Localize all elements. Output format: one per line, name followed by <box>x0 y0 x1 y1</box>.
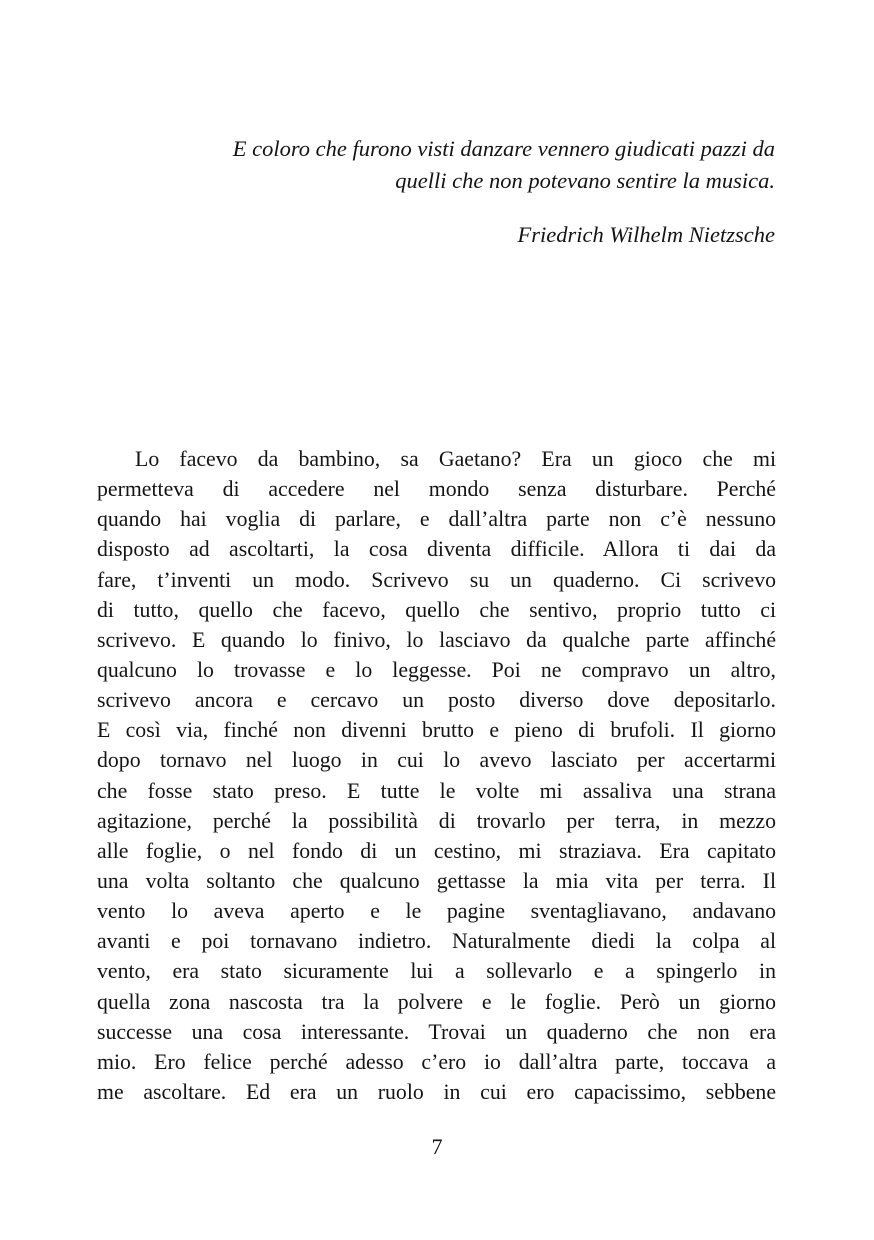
text-line: dopo tornavo nel luogo in cui lo avevo lasciato per accertarmi <box>97 748 776 773</box>
epigraph-line: E coloro che furono visti danzare vennero giudicati pazzi da <box>232 136 775 161</box>
text-line: una volta soltanto che qualcuno gettasse la mia vita per terra. Il <box>97 868 776 893</box>
text-line: vento lo aveva aperto e le pagine sventagliavano, andavano <box>97 899 776 924</box>
text-line: permetteva di accedere nel mondo senza disturbare. Perché <box>97 477 776 502</box>
text-line: scrivevo. E quando lo finivo, lo lasciavo da qualche parte affinché <box>97 627 776 652</box>
text-line: che fosse stato preso. E tutte le volte mi assaliva una strana <box>97 778 776 803</box>
text-line: mio. Ero felice perché adesso c’ero io dall’altra parte, toccava a <box>97 1049 776 1074</box>
body-paragraph <box>97 444 776 1107</box>
text-line: Lo facevo da bambino, sa Gaetano? Era un gioco che mi <box>135 447 776 471</box>
text-line: di tutto, quello che facevo, quello che sentivo, proprio tutto ci <box>97 597 776 622</box>
text-line: quella zona nascosta tra la polvere e le foglie. Però un giorno <box>97 989 776 1014</box>
epigraph-attribution: Friedrich Wilhelm Nietzsche <box>517 222 775 247</box>
text-line: me ascoltare. Ed era un ruolo in cui ero capacissimo, sebbene <box>97 1079 776 1104</box>
text-line: avanti e poi tornavano indietro. Naturalmente diedi la colpa al <box>97 929 776 954</box>
text-line: fare, t’inventi un modo. Scrivevo su un quaderno. Ci scrivevo <box>97 567 776 592</box>
text-line: agitazione, perché la possibilità di trovarlo per terra, in mezzo <box>97 808 776 833</box>
text-line: successe una cosa interessante. Trovai un quaderno che non era <box>97 1019 776 1044</box>
text-line: quando hai voglia di parlare, e dall’altra parte non c’è nessuno <box>97 507 776 532</box>
text-line: scrivevo ancora e cercavo un posto diverso dove depositarlo. <box>97 688 776 713</box>
epigraph-quote <box>98 133 775 197</box>
text-line: disposto ad ascoltarti, la cosa diventa difficile. Allora ti dai da <box>97 537 776 562</box>
text-line: E così via, finché non divenni brutto e pieno di brufoli. Il giorno <box>97 718 776 743</box>
text-line: qualcuno lo trovasse e lo leggesse. Poi ne compravo un altro, <box>97 657 776 682</box>
text-line: alle foglie, o nel fondo di un cestino, mi straziava. Era capitato <box>97 838 776 863</box>
page-number: 7 <box>431 1134 443 1159</box>
epigraph-line: quelli che non potevano sentire la musica. <box>395 168 775 193</box>
text-line: vento, era stato sicuramente lui a sollevarlo e a spingerlo in <box>97 959 776 984</box>
